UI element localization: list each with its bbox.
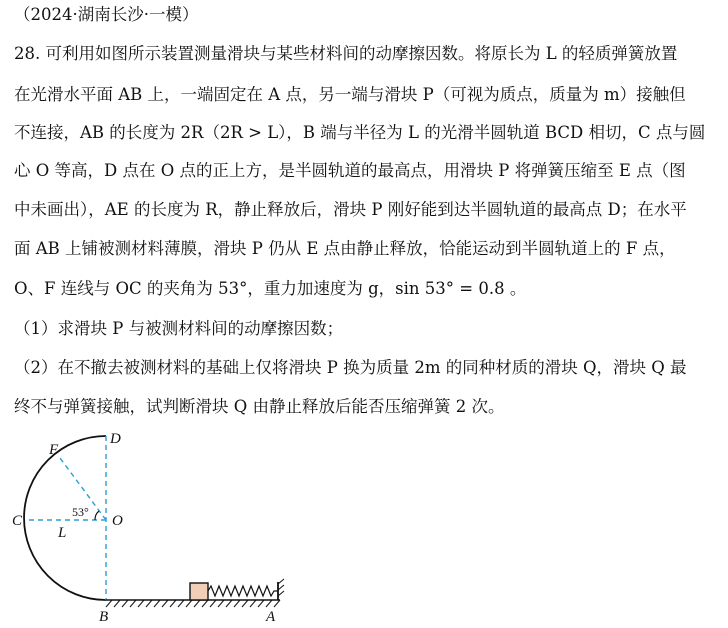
label-c: C [12,513,23,529]
problem-line: 28. 可利用如图所示装置测量滑块与某些材料间的动摩擦因数。将原长为 L 的轻质弹簧放置 [14,44,678,63]
label-b: B [99,609,109,625]
source-label: （2024·湖南长沙·一模） [14,5,199,24]
problem-line: O、F 连线与 OC 的夹角为 53°，重力加速度为 g，sin 53° = 0.8 。 [14,279,527,298]
question-2-line-1: （2）在不撤去被测材料的基础上仅将滑块 P 换为质量 2m 的同种材质的滑块 Q，滑块 Q 最 [14,358,687,377]
label-o: O [112,513,123,529]
problem-line: 中未画出），AE 的长度为 R，静止释放后，滑块 P 刚好能到达半圆轨道的最高点 D；在水平 [14,200,687,219]
slider-block-p [190,583,208,600]
label-a: A [266,609,276,625]
label-angle: 53° [72,505,89,519]
label-d: D [110,431,121,447]
spring [208,586,278,596]
problem-line: 面 AB 上铺被测材料薄膜，滑块 P 仍从 E 点由静止释放，恰能运动到半圆轨道上的 F 点， [14,239,676,258]
question-1: （1）求滑块 P 与被测材料间的动摩擦因数； [14,319,344,338]
problem-line: 不连接，AB 的长度为 2R（2R > L），B 端与半径为 L 的光滑半圆轨道 BCD 相切，C 点与圆 [14,123,706,142]
label-l: L [58,525,67,541]
apparatus-figure [0,424,300,628]
ground-hatching [106,600,280,607]
semicircle-track [24,436,106,600]
problem-line: 心 O 等高，D 点在 O 点的正上方，是半圆轨道的最高点，用滑块 P 将弹簧压缩至 E 点（图 [14,161,686,180]
question-2-line-2: 终不与弹簧接触，试判断滑块 Q 由静止释放后能否压缩弹簧 2 次。 [14,397,505,416]
label-f: F [49,442,59,458]
angle-arc [95,511,99,520]
problem-line: 在光滑水平面 AB 上，一端固定在 A 点，另一端与滑块 P（可视为质点，质量为 m）接触但 [14,85,686,104]
